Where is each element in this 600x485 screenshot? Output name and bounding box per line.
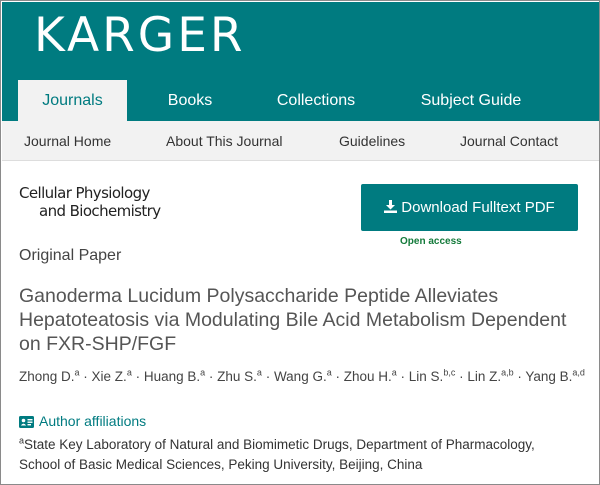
- affiliation-marker: a: [19, 435, 25, 446]
- author-item[interactable]: [217, 369, 262, 384]
- author-item[interactable]: [274, 369, 332, 384]
- author-affiliation-marker: a: [126, 367, 132, 378]
- author-separator: ·: [513, 369, 526, 384]
- tab-journals[interactable]: Journals: [18, 80, 127, 121]
- author-affiliation-marker: a: [74, 367, 80, 378]
- author-name[interactable]: Zhu S.: [217, 369, 257, 384]
- download-pdf-button[interactable]: [361, 184, 578, 231]
- author-item[interactable]: [409, 369, 456, 384]
- author-name[interactable]: Zhong D.: [19, 369, 75, 384]
- subnav-journal-contact[interactable]: Journal Contact: [460, 133, 559, 149]
- open-access-badge: Open access: [400, 236, 462, 247]
- tab-subject-guide[interactable]: Subject Guide: [420, 92, 522, 109]
- author-affiliation-marker: a: [256, 367, 262, 378]
- site-header: [2, 2, 600, 121]
- author-separator: ·: [455, 369, 468, 384]
- author-affiliation-marker: a: [200, 367, 206, 378]
- author-item[interactable]: [19, 369, 80, 384]
- author-separator: ·: [205, 369, 218, 384]
- author-item[interactable]: [467, 369, 513, 384]
- author-affiliations-label: Author affiliations: [39, 413, 147, 429]
- affiliation-text: State Key Laboratory of Natural and Biomimetic Drugs, Department of Pharmacology, School of Basic Medical Sciences, Peking University, Beijing, China: [19, 437, 535, 472]
- author-list: [19, 367, 589, 387]
- tab-books[interactable]: Books: [167, 92, 213, 109]
- author-name[interactable]: Wang G.: [273, 369, 327, 384]
- article-title: Ganoderma Lucidum Polysaccharide Peptide Alleviates Hepatoteatosis via Modulating Bile Acid Metabolism Dependent on FXR-SHP/FGF: [19, 285, 567, 355]
- download-pdf-label: Download Fulltext PDF: [401, 199, 555, 216]
- journal-subnav: [2, 121, 600, 161]
- author-separator: ·: [131, 369, 144, 384]
- main-nav-tabs: [2, 80, 600, 121]
- author-item[interactable]: [525, 369, 585, 384]
- author-item[interactable]: [144, 369, 205, 384]
- article-type: Original Paper: [19, 247, 122, 264]
- author-name[interactable]: Lin Z.: [467, 369, 502, 384]
- subnav-guidelines[interactable]: Guidelines: [339, 133, 406, 149]
- author-separator: ·: [79, 369, 92, 384]
- author-name[interactable]: Xie Z.: [91, 369, 127, 384]
- author-item[interactable]: [92, 369, 132, 384]
- tab-collections[interactable]: Collections: [276, 92, 356, 109]
- subnav-journal-home[interactable]: Journal Home: [24, 133, 112, 149]
- author-separator: ·: [331, 369, 344, 384]
- author-name[interactable]: Huang B.: [143, 369, 201, 384]
- author-separator: ·: [396, 369, 409, 384]
- author-affiliations-toggle[interactable]: [19, 413, 146, 431]
- author-item[interactable]: [344, 369, 397, 384]
- subnav-about-journal[interactable]: About This Journal: [166, 133, 283, 149]
- author-name[interactable]: Lin S.: [408, 369, 444, 384]
- journal-logo-line2: and Biochemistry: [39, 202, 161, 220]
- author-name[interactable]: Yang B.: [525, 369, 573, 384]
- affiliation-entry: [19, 435, 579, 475]
- journal-logo[interactable]: [19, 184, 161, 220]
- author-affiliation-marker: a: [326, 367, 332, 378]
- author-affiliation-marker: a: [391, 367, 397, 378]
- karger-logo[interactable]: KARGER: [34, 8, 246, 63]
- author-affiliation-marker: b,c: [443, 367, 456, 378]
- download-icon: [384, 185, 397, 232]
- author-name[interactable]: Zhou H.: [343, 369, 392, 384]
- id-card-icon: [19, 415, 34, 431]
- journal-logo-line1: Cellular Physiology: [19, 184, 150, 202]
- author-affiliation-marker: a,d: [572, 367, 585, 378]
- author-affiliation-marker: a,b: [501, 367, 514, 378]
- author-separator: ·: [261, 369, 274, 384]
